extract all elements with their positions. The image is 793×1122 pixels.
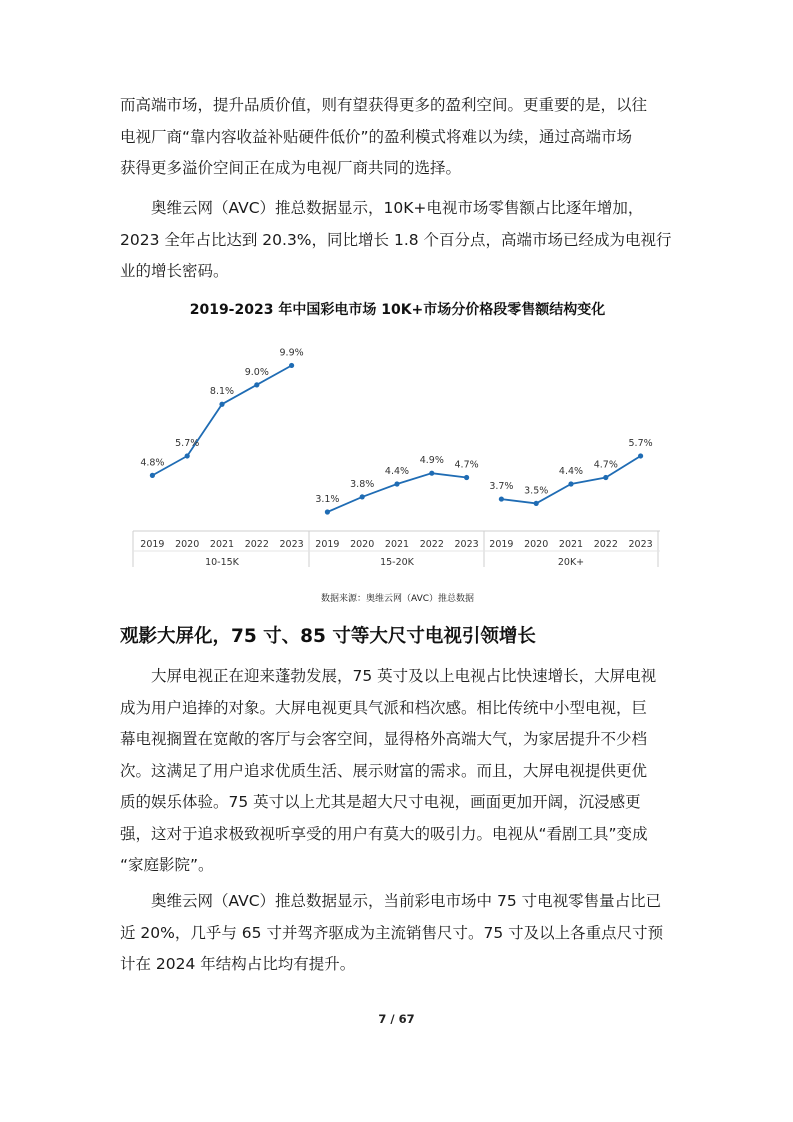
paragraph-3 <box>120 661 680 882</box>
data-label: 4.9% <box>419 455 444 467</box>
data-point <box>219 402 224 407</box>
x-tick-label: 2023 <box>628 539 653 550</box>
paragraph-line: 奥维云网（AVC）推总数据显示，当前彩电市场中 75 寸电视零售量占比已 <box>151 892 662 910</box>
data-label: 3.8% <box>350 478 375 490</box>
group-label: 15-20K <box>380 557 414 568</box>
paragraph-line: 业的增长密码。 <box>120 262 229 280</box>
data-label: 9.9% <box>279 347 304 359</box>
paragraph-line: 幕电视搁置在宽敞的客厅与会客空间，显得格外高端大气，为家居提升不少档 <box>120 730 648 748</box>
data-label: 8.1% <box>209 386 235 398</box>
data-point <box>360 494 365 499</box>
data-point <box>289 363 294 368</box>
x-tick-label: 2020 <box>350 539 375 550</box>
paragraph-line: 2023 全年占比达到 20.3%，同比增长 1.8 个百分点，高端市场已经成为电视行 <box>120 230 672 249</box>
x-tick-label: 2022 <box>593 539 618 550</box>
data-label: 4.4% <box>384 465 410 477</box>
chart-source: 数据来源：奥维云网（AVC）推总数据 <box>320 594 475 604</box>
x-tick-label: 2019 <box>140 539 165 550</box>
data-label: 3.5% <box>524 485 549 497</box>
data-label: 4.4% <box>558 465 584 477</box>
page-number: 7 / 67 <box>378 1012 415 1026</box>
x-tick-label: 2021 <box>209 539 235 550</box>
data-point <box>150 473 155 478</box>
data-point <box>394 481 399 486</box>
data-point <box>638 453 643 458</box>
paragraph-line: 次。这满足了用户追求优质生活、展示财富的需求。而且，大屏电视提供更优 <box>120 761 648 780</box>
data-label: 4.8% <box>140 457 165 469</box>
group-label: 20K+ <box>557 557 585 568</box>
x-tick-label: 2022 <box>419 539 444 550</box>
data-label: 4.7% <box>593 459 618 471</box>
section-heading: 观影大屏化，75 寸、85 寸等大尺寸电视引领增长 <box>120 626 536 647</box>
chart-title: 2019-2023 年中国彩电市场 10K+市场分价格段零售额结构变化 <box>189 302 606 318</box>
data-label: 3.1% <box>315 493 340 505</box>
series-line <box>501 456 640 503</box>
x-tick-label: 2019 <box>315 539 340 550</box>
data-point <box>464 475 469 480</box>
paragraph-line: 大屏电视正在迎来蓬勃发展，75 英寸及以上电视占比快速增长，大屏电视 <box>151 667 657 685</box>
x-tick-label: 2021 <box>384 539 410 550</box>
paragraph-line: 质的娱乐体验。75 英寸以上尤其是超大尺寸电视，画面更加开阔，沉浸感更 <box>120 793 641 811</box>
data-label: 3.7% <box>489 481 514 493</box>
paragraph-line: 获得更多溢价空间正在成为电视厂商共同的选择。 <box>120 159 462 177</box>
data-label: 5.7% <box>175 437 200 449</box>
paragraph-line: “家庭影院”。 <box>120 856 214 874</box>
paragraph-line: 计在 2024 年结构占比均有提升。 <box>120 955 356 973</box>
x-tick-label: 2022 <box>244 539 269 550</box>
x-tick-label: 2023 <box>454 539 479 550</box>
x-tick-label: 2019 <box>489 539 514 550</box>
paragraph-line: 强，这对于追求极致视听享受的用户有莫大的吸引力。电视从“看剧工具”变成 <box>120 824 648 843</box>
x-tick-label: 2023 <box>279 539 304 550</box>
paragraph-line: 近 20%，几乎与 65 寸并驾齐驱成为主流销售尺寸。75 寸及以上各重点尺寸预 <box>120 923 664 942</box>
x-tick-label: 2020 <box>175 539 200 550</box>
data-point <box>499 496 504 501</box>
x-tick-label: 2020 <box>524 539 549 550</box>
data-point <box>254 382 259 387</box>
data-point <box>429 471 434 476</box>
group-label: 10-15K <box>205 557 239 568</box>
series-line <box>152 366 291 476</box>
paragraph-4 <box>120 886 680 981</box>
data-point <box>568 481 573 486</box>
data-point <box>534 501 539 506</box>
data-point <box>325 509 330 514</box>
x-tick-label: 2021 <box>558 539 584 550</box>
data-point <box>185 453 190 458</box>
paragraph-line: 电视厂商“靠内容收益补贴硬件低价”的盈利模式将难以为续，通过高端市场 <box>120 127 633 146</box>
data-label: 4.7% <box>454 459 479 471</box>
paragraph-line: 成为用户追捧的对象。大屏电视更具气派和档次感。相比传统中小型电视，巨 <box>120 698 648 717</box>
series-line <box>327 473 466 512</box>
data-label: 5.7% <box>628 437 653 449</box>
data-label: 9.0% <box>244 366 269 378</box>
paragraph-line: 而高端市场，提升品质价值，则有望获得更多的盈利空间。更重要的是，以往 <box>120 96 648 114</box>
paragraph-line: 奥维云网（AVC）推总数据显示，10K+电视市场零售额占比逐年增加， <box>151 199 644 217</box>
data-point <box>603 475 608 480</box>
